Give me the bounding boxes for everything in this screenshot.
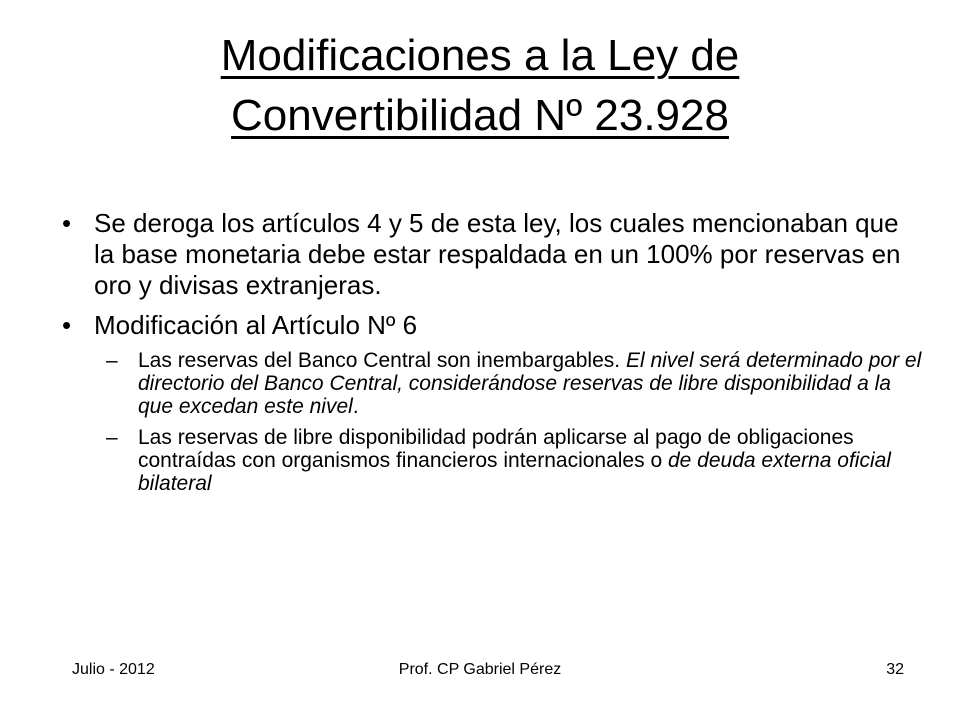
- sub-bullet-item-inembargables: [106, 349, 922, 418]
- sub-bullet-text-plain: Las reservas de libre disponibilidad podrán aplicarse al pago de obligaciones contraídas con organismos financieros internacionales o: [138, 426, 854, 472]
- sub-bullet-text-italic: de deuda externa oficial bilateral: [138, 449, 891, 495]
- bullet-item-article-6: [62, 310, 922, 341]
- bullet-text: Modificación al Artículo Nº 6: [94, 310, 418, 340]
- sub-bullet-text-plain: Las reservas del Banco Central son inembargables.: [138, 349, 626, 372]
- sub-bullet-marker: –: [106, 349, 118, 372]
- sub-bullet-text-tail: .: [352, 395, 359, 418]
- footer-date: Julio - 2012: [72, 661, 155, 678]
- bullet-item-derogation: [62, 208, 922, 301]
- title-line-1: Modificaciones a la Ley de: [220, 31, 740, 80]
- sub-bullet-item-libre-disponibilidad: [106, 426, 922, 495]
- footer-page-number: 32: [886, 661, 904, 678]
- footer-author: Prof. CP Gabriel Pérez: [398, 661, 562, 678]
- sub-bullet-text-italic: El nivel será determinado por el directorio del Banco Central, considerándose reservas de libre disponibilidad a la que excedan este nivel: [138, 349, 922, 418]
- bullet-list: [62, 208, 922, 503]
- slide-title: [60, 26, 900, 146]
- bullet-text: Se deroga los artículos 4 y 5 de esta ley, los cuales mencionaban que la base monetaria debe estar respaldada en un 100% por reservas en oro y divisas extranjeras.: [94, 208, 901, 300]
- bullet-marker: •: [62, 310, 72, 340]
- bullet-marker: •: [62, 208, 72, 238]
- sub-bullet-list: [62, 349, 922, 495]
- sub-bullet-marker: –: [106, 426, 118, 449]
- title-line-2: Convertibilidad Nº 23.928: [231, 91, 729, 140]
